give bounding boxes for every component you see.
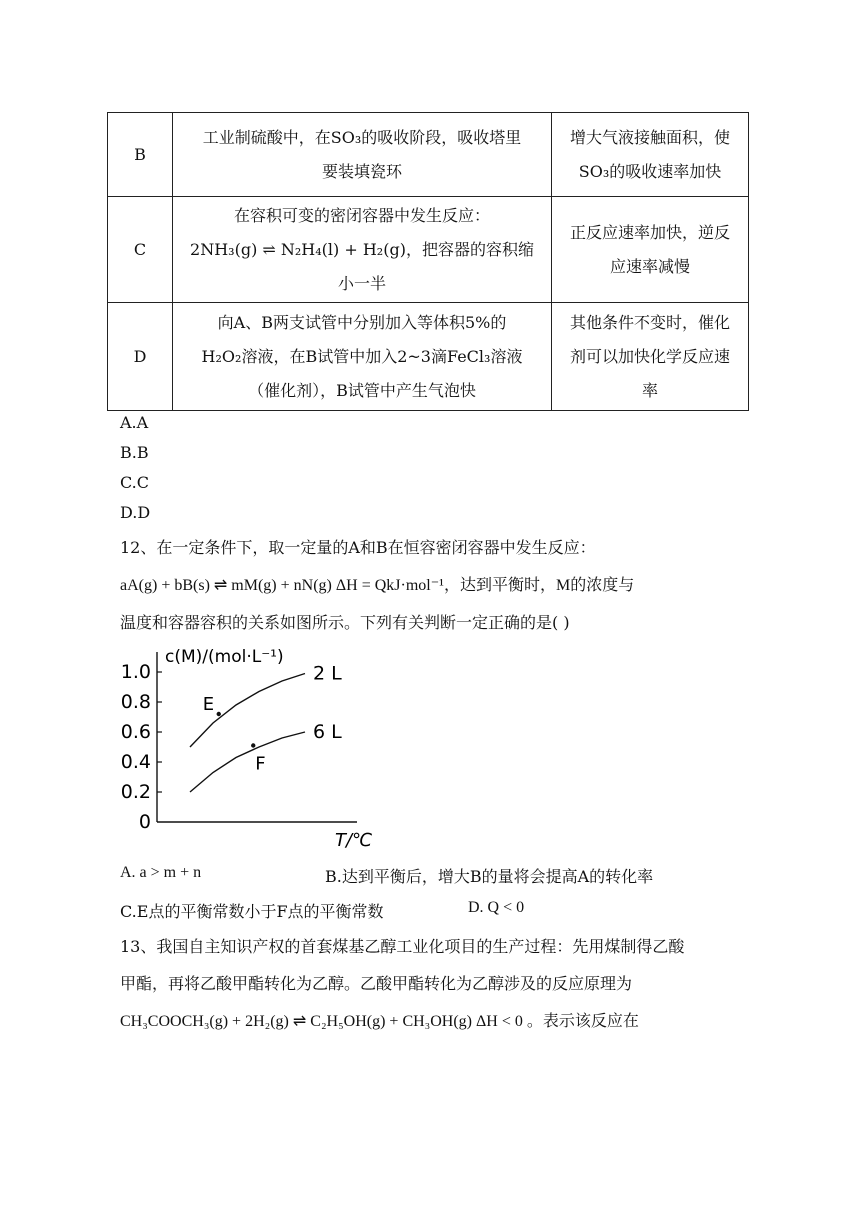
y-tick-label: 0.2 [120,781,151,803]
y-tick-label: 0.4 [120,751,151,773]
table-row [108,197,749,303]
option-d: D.D [120,503,151,522]
question-13-stem: 13、我国自主知识产权的首套煤基乙醇工业化项目的生产过程：先用煤制得乙酸 [120,937,685,956]
y-tick-label: 0 [138,811,151,833]
row-content: 在容积可变的密闭容器中发生反应： 2NH₃(g) ⇌ N₂H₄(l) + H₂(g)，把容器的容积缩 小一半 [173,197,552,303]
question-12-stem: 12、在一定条件下，取一定量的A和B在恒容密闭容器中发生反应： [120,538,596,557]
point-label: F [255,753,266,775]
question-12-stem-cont: 温度和容器容积的关系如图所示。下列有关判断一定正确的是( ) [120,613,570,632]
row-conclusion: 正反应速率加快，逆反 应速率减慢 [552,197,749,303]
row-label: B [108,113,173,197]
reaction-equation: aA(g) + bB(s) ⇌ mM(g) + nN(g) ΔH = QkJ·mol⁻¹，达到平衡时，M的浓度与 [120,577,635,594]
options-table [107,112,749,411]
series-line-2 [190,732,305,792]
option-b: B.B [120,443,149,462]
y-axis-label: c(M)/(mol·L⁻¹) [165,647,284,667]
q12-option-a: A. a > m + n [120,864,202,881]
q12-option-b: B.达到平衡后，增大B的量将会提高A的转化率 [325,867,654,886]
table-row [108,113,749,197]
row-conclusion: 其他条件不变时，催化 剂可以加快化学反应速 率 [552,303,749,411]
x-axis-label: T/℃ [335,830,373,850]
table-row [108,303,749,411]
row-content: 向A、B两支试管中分别加入等体积5%的 H₂O₂溶液，在B试管中加入2~3滴FeCl₃溶液 （催化剂），B试管中产生气泡快 [173,303,552,411]
row-conclusion: 增大气液接触面积，使 SO₃的吸收速率加快 [552,113,749,197]
row-label: D [108,303,173,411]
series-label: 6 L [313,721,342,743]
data-point-F [251,743,255,747]
row-label: C [108,197,173,303]
q12-option-c: C.E点的平衡常数小于F点的平衡常数 [120,902,384,921]
option-a: A.A [120,413,149,432]
row-content: 工业制硫酸中，在SO₃的吸收阶段，吸收塔里 要装填瓷环 [173,113,552,197]
point-label: E [202,694,215,715]
question-13-stem-cont: 甲酯，再将乙酸甲酯转化为乙醇。乙酸甲酯转化为乙醇涉及的反应原理为 [120,974,633,993]
concentration-temperature-chart [115,640,375,850]
series-label: 2 L [313,662,342,685]
reaction-equation-2: CH₃COOCH₃(g) + 2H₂(g) ⇌ C₂H₅OH(g) + CH₃OH(g) ΔH < 0 。表示该反应在 [120,1013,639,1030]
y-tick-label: 1.0 [120,661,151,683]
data-point-E [217,712,221,716]
y-tick-label: 0.8 [120,691,151,713]
q12-option-d: D. Q < 0 [468,899,525,916]
y-tick-label: 0.6 [120,721,151,743]
option-c: C.C [120,473,149,492]
